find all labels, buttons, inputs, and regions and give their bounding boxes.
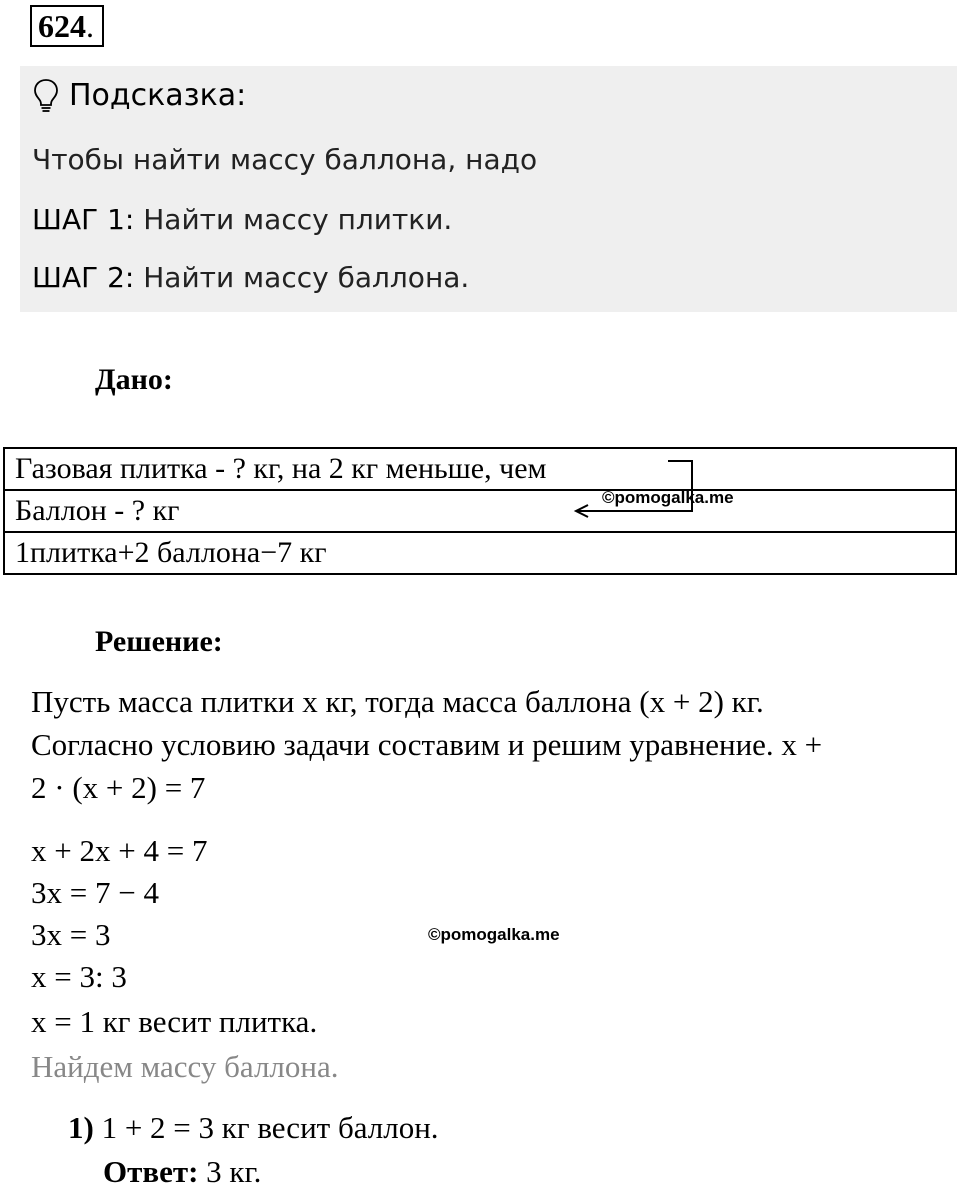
table-row: Газовая плитка - ? кг, на 2 кг меньше, чем	[4, 448, 956, 490]
hint-intro: Чтобы найти массу баллона, надо	[32, 143, 538, 176]
equation-line: x = 1 кг весит плитка.	[31, 1004, 318, 1039]
hint-box	[20, 66, 957, 312]
lightbulb-icon	[33, 78, 59, 114]
watermark: ©pomogalka.me	[602, 488, 734, 507]
table-row: Баллон - ? кг	[4, 490, 956, 532]
answer: Ответ: 3 кг.	[103, 1154, 262, 1189]
find-text: Найдем массу баллона.	[31, 1049, 339, 1084]
hint-step-1: ШАГ 1: Найти массу плитки.	[32, 203, 453, 236]
equation-line: x + 2x + 4 = 7	[31, 833, 208, 868]
table-row: 1плитка+2 баллона−7 кг	[4, 532, 956, 574]
solution-heading: Решение:	[95, 625, 223, 658]
step-1: 1) 1 + 2 = 3 кг весит баллон.	[68, 1110, 439, 1145]
equation-line: 3x = 3	[31, 917, 111, 952]
task-number: 624.	[30, 5, 104, 47]
equation-line: 3x = 7 − 4	[31, 875, 159, 910]
equation-line: x = 3: 3	[31, 959, 127, 994]
hint-step-2: ШАГ 2: Найти массу баллона.	[32, 261, 470, 294]
equation-list	[31, 830, 317, 1043]
given-table	[3, 447, 957, 575]
solution-paragraph: Пусть масса плитки x кг, тогда масса баллона (x + 2) кг. Согласно условию задачи составим и решим уравнение. x + 2 · (x + 2) = 7	[31, 684, 823, 805]
watermark: ©pomogalka.me	[428, 925, 560, 944]
hint-title: Подсказка:	[33, 76, 246, 116]
given-heading: Дано:	[95, 363, 173, 396]
